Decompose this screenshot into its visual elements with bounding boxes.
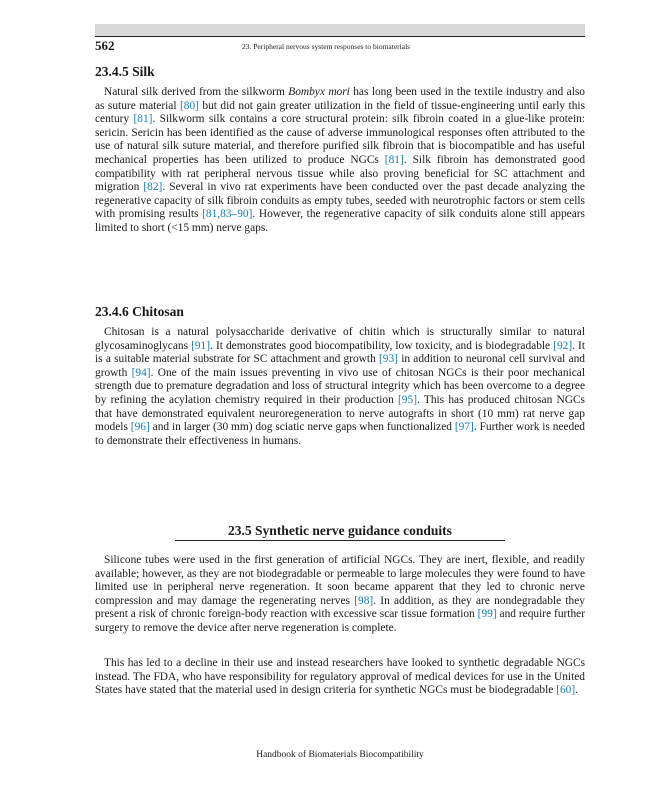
paragraph-text: . It is a suitable material substrate for SC attachment and growth <box>95 339 586 366</box>
paragraph-text: . <box>575 684 579 697</box>
citation-link[interactable]: [98] <box>354 594 374 607</box>
citation-link[interactable]: [82] <box>143 181 163 194</box>
paragraph-text: . Silk fibroin has demonstrated good compatibility with rat peripheral nervous tissue while also proving beneficial for SC attachment and migration <box>95 153 586 194</box>
citation-link[interactable]: [93] <box>378 353 398 366</box>
citation-link[interactable]: [96] <box>130 421 150 434</box>
paragraph-text: and in larger (30 mm) dog sciatic nerve gaps when functionalized <box>149 421 455 434</box>
citation-link[interactable]: [91] <box>191 339 211 352</box>
italic-text: Bombyx mori <box>288 86 350 98</box>
section-title-chitosan: 23.4.6 Chitosan <box>95 304 184 319</box>
citation-link[interactable]: [60] <box>556 684 576 697</box>
paragraph-text: Chitosan is a natural polysaccharide derivative of chitin which is structurally similar to natural glycosaminoglycans <box>95 326 585 352</box>
paragraph-text: . In addition, as they are nondegradable they present a risk of chronic foreign-body reaction with excessive scar tissue formation <box>95 594 585 621</box>
citation-link[interactable]: [92] <box>553 339 573 352</box>
paragraph-text: has long been used in the textile industry and also as suture material <box>95 86 585 112</box>
paragraph-chitosan <box>95 326 585 448</box>
citation-link[interactable]: [80] <box>179 99 199 112</box>
paragraph-text: Silicone tubes were used in the first generation of artificial NGCs. They are inert, flexible, and readily available; however, as they are not biodegradable or permeable to large molecules they were found to have limited use in peripheral nerve regeneration. It soon became apparent that they led to chronic nerve compression and may damage the regenerating nerves <box>95 554 585 607</box>
citation-link[interactable]: [97] <box>454 421 474 434</box>
citation-link[interactable]: [81,83–90] <box>202 208 253 221</box>
section-title-synthetic: 23.5 Synthetic nerve guidance conduits <box>228 523 452 538</box>
paragraph-text: in addition to neuronal cell survival and growth <box>95 353 585 379</box>
paragraph-text: . It demonstrates good biocompatibility, low toxicity, and is biodegradable <box>210 339 554 352</box>
paragraph-text: but did not gain greater utilization in the field of tissue-engineering until early this century <box>95 99 585 126</box>
paragraph-text: . Several in vivo rat experiments have been conducted over the past decade analyzing the regenerative capacity of silk fibroin conduits as empty tubes, seeded with neurotrophic factors or stem cells with promising results <box>95 181 585 221</box>
paragraph-text: and require further surgery to remove the device after nerve regeneration is complete. <box>95 608 586 634</box>
page-number: 562 <box>95 38 115 53</box>
paragraph-text: Natural silk derived from the silkworm <box>104 86 289 98</box>
footer-book-title: Handbook of Biomaterials Biocompatibility <box>256 750 424 760</box>
citation-link[interactable]: [99] <box>477 608 497 621</box>
paragraph-text: . This has produced chitosan NGCs that have demonstrated equivalent neuroregeneration to nerve autografts in short (10 mm) rat nerve gap models <box>95 393 585 434</box>
citation-link[interactable]: [94] <box>131 366 151 379</box>
citation-link[interactable]: [95] <box>398 393 417 406</box>
paragraph-text: . One of the main issues preventing in vivo use of chitosan NGCs is their poor mechanical strength due to premature degradation and loss of structural integrity which has been overcome to a degree by refining the acylation chemistry required in their production <box>95 366 585 406</box>
header-rule <box>95 36 585 37</box>
paragraph-silk <box>95 86 585 236</box>
paragraph-text: . Further work is needed to demonstrate their effectiveness in humans. <box>95 421 585 447</box>
running-head: 23. Peripheral nervous system responses to biomaterials <box>242 42 411 51</box>
paragraph-text: . Silkworm silk contains a core structural protein: silk fibroin coated in a glue-like protein: sericin. Sericin has been identified as the cause of adverse immunological responses often attributed to the use of natural silk suture material, and therefore purified silk fibroin that is biocompatible and has useful mechanical properties has been utilized to produce NGCs <box>95 113 585 166</box>
paragraph-synthetic-2 <box>95 657 585 698</box>
section-heading-rule <box>175 540 505 541</box>
section-title-silk: 23.4.5 Silk <box>95 64 155 79</box>
citation-link[interactable]: [81] <box>384 153 404 166</box>
header-bar <box>95 24 585 36</box>
paragraph-text: . However, the regenerative capacity of silk conduits alone still appears limited to short (<15 mm) nerve gaps. <box>95 208 585 234</box>
citation-link[interactable]: [81] <box>133 113 153 126</box>
paragraph-synthetic-1 <box>95 554 585 636</box>
section-heading-synthetic <box>175 520 505 539</box>
paragraph-text: This has led to a decline in their use and instead researchers have looked to synthetic degradable NGCs instead. The FDA, who have responsibility for regulatory approval of medical devices for use in the United States have stated that the material used in design criteria for synthetic NGCs must be biodegradable <box>95 657 585 697</box>
